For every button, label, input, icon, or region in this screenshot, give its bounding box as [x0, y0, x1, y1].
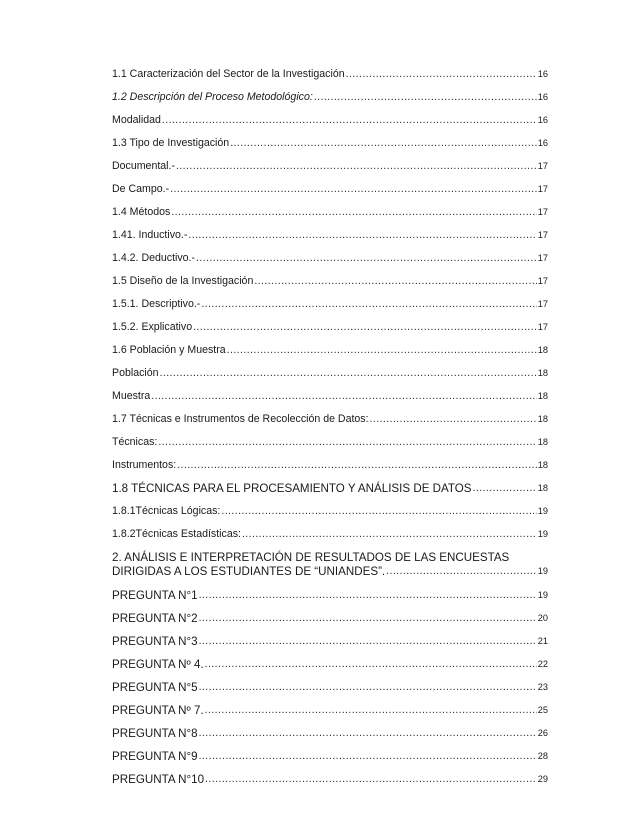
toc-page-number: 28 — [537, 751, 548, 761]
toc-leader-dots — [314, 91, 537, 104]
toc-entry-question[interactable] — [112, 681, 548, 694]
toc-entry-analysis[interactable] — [112, 551, 548, 578]
toc-entry-title: 1.8.1Técnicas Lógicas: — [112, 505, 221, 517]
toc-entry-title: PREGUNTA N°3 — [112, 635, 198, 648]
toc-entry-title: PREGUNTA N°1 — [112, 589, 198, 602]
toc-entry[interactable] — [112, 321, 548, 334]
toc-entry[interactable] — [112, 344, 548, 357]
toc-leader-dots — [188, 229, 536, 242]
toc-leader-dots — [193, 321, 537, 334]
toc-entry-question[interactable] — [112, 589, 548, 602]
toc-page-number: 16 — [537, 138, 548, 148]
toc-page-number: 16 — [537, 115, 548, 125]
toc-leader-dots — [158, 436, 536, 449]
toc-leader-dots — [170, 183, 537, 196]
toc-leader-dots — [199, 612, 537, 625]
toc-entry-question[interactable] — [112, 727, 548, 740]
toc-page-number: 29 — [537, 774, 548, 784]
toc-entry-question[interactable] — [112, 658, 548, 671]
toc-leader-dots — [199, 727, 537, 740]
toc-entry-title: 1.8.2Técnicas Estadísticas: — [112, 528, 241, 540]
toc-leader-dots — [346, 68, 537, 81]
toc-page-number: 18 — [537, 368, 548, 378]
toc-entry-question[interactable] — [112, 612, 548, 625]
toc-entry-title: PREGUNTA Nº 4. — [112, 658, 204, 671]
toc-entry[interactable] — [112, 482, 548, 495]
toc-entry-title: Técnicas: — [112, 436, 158, 448]
toc-entry-title-line2: DIRIGIDAS A LOS ESTUDIANTES DE “UNIANDES”. — [112, 565, 386, 578]
toc-leader-dots — [196, 252, 537, 265]
toc-entry-title: Muestra — [112, 390, 151, 402]
toc-leader-dots — [199, 750, 537, 763]
toc-entry-title: 1.5.1. Descriptivo.- — [112, 298, 201, 310]
toc-entry-question[interactable] — [112, 773, 548, 786]
toc-entry-title: PREGUNTA N°10 — [112, 773, 205, 786]
toc-entry[interactable] — [112, 252, 548, 265]
toc-leader-dots — [199, 681, 537, 694]
toc-entry[interactable] — [112, 206, 548, 219]
toc-entry-title: De Campo.- — [112, 183, 170, 195]
toc-leader-dots — [473, 482, 537, 495]
toc-leader-dots — [205, 658, 537, 671]
toc-entry-title: 1.4 Métodos — [112, 206, 171, 218]
toc-leader-dots — [386, 565, 537, 578]
toc-entry-question[interactable] — [112, 635, 548, 648]
toc-entry-title: Población — [112, 367, 159, 379]
toc-page-number: 16 — [537, 69, 548, 79]
toc-page-number: 17 — [537, 276, 548, 286]
toc-entry[interactable] — [112, 390, 548, 403]
toc-leader-dots — [151, 390, 536, 403]
toc-leader-dots — [221, 505, 536, 518]
table-of-contents — [112, 68, 548, 796]
toc-page-number: 18 — [537, 437, 548, 447]
toc-entry[interactable] — [112, 367, 548, 380]
toc-entry-question[interactable] — [112, 750, 548, 763]
toc-leader-dots — [254, 275, 536, 288]
toc-entry-title: PREGUNTA N°8 — [112, 727, 198, 740]
toc-entry-title: 1.7 Técnicas e Instrumentos de Recolección de Datos: — [112, 413, 369, 425]
toc-page-number: 17 — [537, 230, 548, 240]
toc-entry[interactable] — [112, 68, 548, 81]
toc-page-number: 18 — [537, 483, 548, 493]
toc-leader-dots — [205, 773, 537, 786]
toc-page-number: 17 — [537, 161, 548, 171]
toc-entry[interactable] — [112, 91, 548, 104]
toc-leader-dots — [201, 298, 536, 311]
toc-entry[interactable] — [112, 229, 548, 242]
toc-page-number: 19 — [537, 506, 548, 516]
toc-entry-title: 1.4.2. Deductivo.- — [112, 252, 196, 264]
toc-entry-title: Documental.- — [112, 160, 175, 172]
toc-leader-dots — [370, 413, 537, 426]
toc-leader-dots — [160, 367, 537, 380]
toc-entry-title: Modalidad — [112, 114, 161, 126]
toc-entry[interactable] — [112, 528, 548, 541]
toc-entry-title: 1.5.2. Explicativo — [112, 321, 193, 333]
toc-entry-title: PREGUNTA N°9 — [112, 750, 198, 763]
toc-entry-title: 1.2 Descripción del Proceso Metodológico: — [112, 91, 313, 103]
toc-leader-dots — [230, 137, 537, 150]
toc-entry-title: PREGUNTA N°2 — [112, 612, 198, 625]
toc-page-number: 17 — [537, 207, 548, 217]
toc-entry-line2 — [112, 565, 548, 578]
toc-entry[interactable] — [112, 275, 548, 288]
toc-leader-dots — [171, 206, 536, 219]
toc-entry[interactable] — [112, 114, 548, 127]
toc-page-number: 17 — [537, 184, 548, 194]
toc-leader-dots — [162, 114, 537, 127]
toc-entry-title: 1.6 Población y Muestra — [112, 344, 226, 356]
toc-page-number: 25 — [537, 705, 548, 715]
toc-entry[interactable] — [112, 436, 548, 449]
toc-entry[interactable] — [112, 160, 548, 173]
toc-entry-title: Instrumentos: — [112, 459, 177, 471]
toc-page-number: 18 — [537, 414, 548, 424]
toc-leader-dots — [199, 635, 537, 648]
toc-entry[interactable] — [112, 505, 548, 518]
toc-entry[interactable] — [112, 137, 548, 150]
toc-page-number: 18 — [537, 460, 548, 470]
toc-leader-dots — [227, 344, 537, 357]
toc-entry[interactable] — [112, 183, 548, 196]
toc-entry-question[interactable] — [112, 704, 548, 717]
toc-page-number: 26 — [537, 728, 548, 738]
toc-entry-title-line1: 2. ANÁLISIS E INTERPRETACIÓN DE RESULTADOS DE LAS ENCUESTAS — [112, 551, 510, 564]
toc-entry-title: PREGUNTA N°5 — [112, 681, 198, 694]
toc-entry-title: PREGUNTA Nº 7. — [112, 704, 204, 717]
toc-page-number: 19 — [537, 529, 548, 539]
toc-page-number: 18 — [537, 345, 548, 355]
toc-page-number: 22 — [537, 659, 548, 669]
toc-page-number: 23 — [537, 682, 548, 692]
toc-entry-title: 1.8 TÉCNICAS PARA EL PROCESAMIENTO Y ANÁLISIS DE DATOS — [112, 482, 472, 495]
toc-leader-dots — [199, 589, 537, 602]
toc-entry-title: 1.3 Tipo de Investigación — [112, 137, 230, 149]
toc-page-number: 17 — [537, 322, 548, 332]
toc-leader-dots — [242, 528, 537, 541]
toc-entry[interactable] — [112, 298, 548, 311]
toc-entry-title: 1.41. Inductivo.- — [112, 229, 188, 241]
toc-page-number: 19 — [537, 590, 548, 600]
toc-entry[interactable] — [112, 413, 548, 426]
toc-leader-dots — [205, 704, 537, 717]
toc-page-number: 19 — [537, 566, 548, 576]
toc-leader-dots — [176, 160, 537, 173]
toc-page-number: 20 — [537, 613, 548, 623]
toc-page-number: 16 — [537, 92, 548, 102]
toc-entry-title: 1.5 Diseño de la Investigación — [112, 275, 254, 287]
toc-page-number: 21 — [537, 636, 548, 646]
toc-entry[interactable] — [112, 459, 548, 472]
toc-page-number: 18 — [537, 391, 548, 401]
toc-entry-title: 1.1 Caracterización del Sector de la Investigación — [112, 68, 345, 80]
toc-leader-dots — [177, 459, 537, 472]
toc-page-number: 17 — [537, 299, 548, 309]
toc-page-number: 17 — [537, 253, 548, 263]
